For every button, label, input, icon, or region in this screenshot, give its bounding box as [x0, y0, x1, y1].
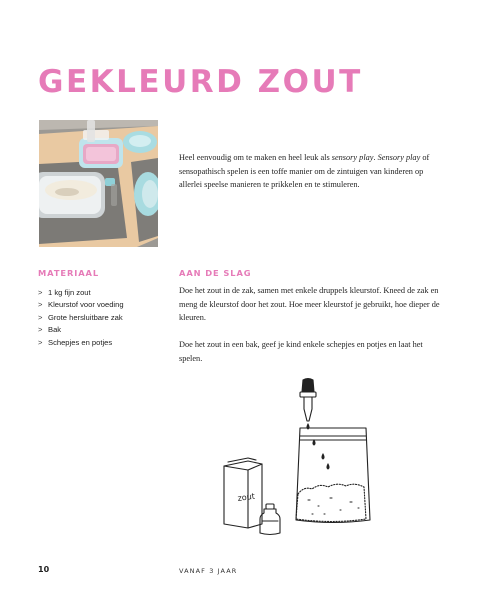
bag-icon	[296, 428, 370, 523]
list-item: > Kleurstof voor voeding	[38, 299, 168, 311]
list-item: > Schepjes en potjes	[38, 337, 168, 349]
salt-box-label: zout	[237, 491, 256, 503]
list-item: > 1 kg fijn zout	[38, 287, 168, 299]
list-item: > Grote hersluitbare zak	[38, 312, 168, 324]
intro-paragraph: Heel eenvoudig om te maken en heel leuk als sensory play. Sensory play of sensopathisch spelen is een toffe manier om de zintuigen van kinderen op allerlei speelse manieren te prikkelen en te stimuleren.	[179, 153, 430, 189]
instruction-paragraph-1: Doe het zout in de zak, samen met enkele druppels kleurstof. Kneed de zak en meng de kleurstof door het zout. Hoe meer kleurstof je gebruikt, hoe dieper de kleuren.	[179, 286, 440, 322]
materials-heading: MATERIAAL	[38, 268, 100, 278]
chevron-right-icon: >	[38, 288, 43, 297]
chevron-right-icon: >	[38, 337, 43, 347]
list-item: > Bak	[38, 324, 168, 336]
page-title: GEKLEURD ZOUT	[38, 64, 363, 100]
instructions-heading: AAN DE SLAG	[179, 268, 252, 278]
chevron-right-icon: >	[38, 300, 43, 310]
instruction-paragraph-2: Doe het zout in een bak, geef je kind enkele schepjes en potjes en laat het spelen.	[179, 340, 423, 363]
page-number: 10	[38, 565, 50, 574]
running-footer: VANAF 3 JAAR	[179, 567, 238, 575]
bottle-icon	[260, 504, 280, 535]
materials-list	[38, 287, 168, 349]
sensory-play-photo	[39, 120, 158, 247]
dropper-icon	[300, 379, 316, 430]
chevron-right-icon: >	[38, 325, 43, 335]
salt-bag-dropper-illustration	[220, 376, 395, 536]
chevron-right-icon: >	[38, 312, 43, 322]
